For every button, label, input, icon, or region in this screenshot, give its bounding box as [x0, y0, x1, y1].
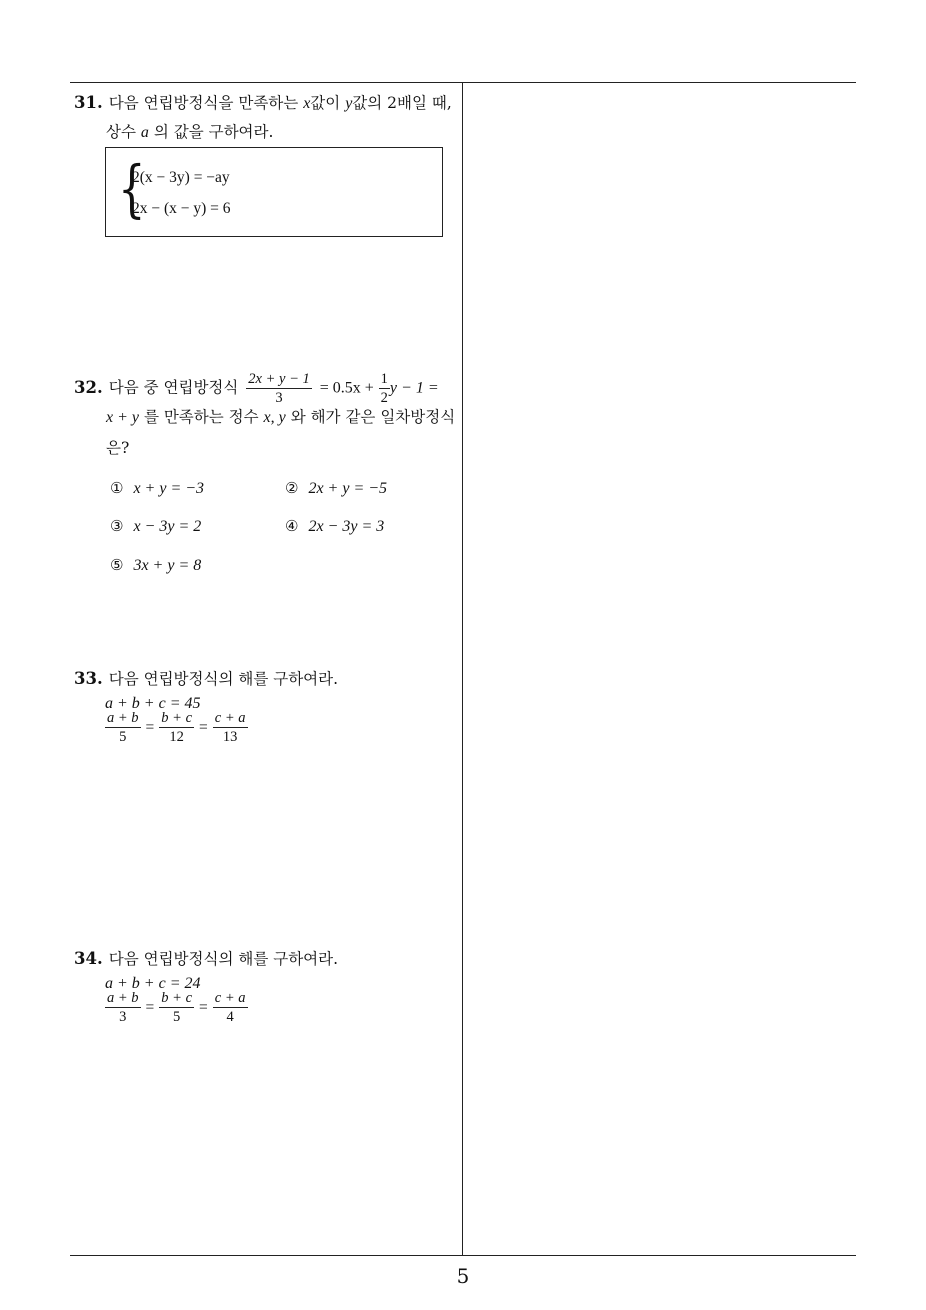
- fraction: [379, 370, 390, 407]
- fraction-numerator: b + c: [161, 710, 193, 726]
- fraction: [213, 989, 248, 1026]
- fraction-numerator: a + b: [107, 710, 139, 726]
- choice-equation: 2x + y = −5: [308, 480, 388, 497]
- bottom-rule: [70, 1255, 856, 1256]
- question-31: [74, 88, 458, 147]
- choice-5[interactable]: [110, 556, 201, 575]
- equation-part: y − 1 =: [389, 379, 439, 397]
- fraction-numerator: c + a: [214, 710, 246, 726]
- question-text: 와 해가 같은 일차방정식: [290, 408, 456, 426]
- fraction-denominator: 4: [226, 1009, 234, 1025]
- equals-sign: =: [145, 718, 155, 736]
- fraction: [105, 709, 141, 746]
- choice-marker: ①: [110, 479, 124, 497]
- equals-sign: =: [199, 998, 208, 1016]
- question-number: 34.: [74, 949, 103, 968]
- question-text: 다음 중 연립방정식: [108, 378, 239, 397]
- equation-1: a + b + c = 24: [105, 975, 201, 992]
- choice-3[interactable]: [110, 517, 201, 536]
- choice-2[interactable]: [285, 479, 387, 498]
- left-brace-icon: {: [118, 152, 146, 225]
- top-rule: [70, 82, 856, 83]
- equation-2: [105, 989, 251, 1026]
- question-34: [74, 944, 458, 974]
- fraction: [213, 709, 248, 746]
- equation-part: = 0.5x +: [319, 379, 374, 397]
- equation-box: [105, 147, 443, 237]
- choice-equation: 3x + y = 8: [133, 557, 202, 574]
- choice-marker: ③: [110, 517, 124, 535]
- variables: x, y: [263, 409, 286, 426]
- question-text: 은?: [106, 439, 130, 457]
- choice-equation: 2x − 3y = 3: [308, 518, 385, 535]
- choice-marker: ⑤: [110, 556, 124, 574]
- fraction-numerator: 2x + y − 1: [248, 371, 310, 387]
- question-text: 상수: [106, 123, 136, 141]
- choice-equation: x − 3y = 2: [133, 518, 202, 535]
- column-divider: [462, 82, 463, 1256]
- choice-equation: x + y = −3: [133, 480, 205, 497]
- fraction: [159, 989, 194, 1026]
- equals-sign: =: [199, 718, 208, 736]
- fraction-numerator: 1: [380, 371, 388, 387]
- question-32: [74, 370, 458, 463]
- equation-1: 2(x − 3y) = −ay: [132, 169, 230, 186]
- question-number: 32.: [74, 377, 103, 397]
- fraction: [246, 370, 311, 407]
- fraction-denominator: 13: [222, 729, 238, 745]
- question-text: 값이: [310, 94, 341, 112]
- fraction-numerator: a + b: [107, 990, 139, 1006]
- equation-2: [105, 709, 251, 746]
- question-text: 값의 2배일 때,: [352, 94, 452, 112]
- question-text: 다음 연립방정식을 만족하는: [108, 94, 299, 112]
- equation-part: x + y: [106, 409, 139, 426]
- fraction-denominator: 5: [119, 729, 127, 745]
- fraction: [105, 989, 141, 1026]
- fraction-denominator: 3: [275, 390, 283, 406]
- fraction-denominator: 12: [169, 729, 184, 745]
- question-number: 33.: [74, 669, 103, 688]
- fraction-numerator: b + c: [161, 990, 193, 1006]
- question-33: [74, 664, 458, 694]
- choice-4[interactable]: [285, 517, 384, 536]
- question-text: 다음 연립방정식의 해를 구하여라.: [108, 670, 339, 688]
- question-number: 31.: [74, 93, 103, 112]
- page-number: 5: [456, 1264, 470, 1288]
- equation-2: 2x − (x − y) = 6: [132, 200, 231, 217]
- equation-1: a + b + c = 45: [105, 695, 201, 712]
- equals-sign: =: [145, 998, 155, 1016]
- choice-1[interactable]: [110, 479, 204, 498]
- var-x: x: [303, 95, 311, 112]
- choice-marker: ②: [285, 479, 299, 497]
- fraction-denominator: 3: [119, 1009, 127, 1025]
- question-text: 를 만족하는 정수: [143, 408, 259, 426]
- fraction-denominator: 5: [173, 1009, 181, 1025]
- fraction-denominator: 2: [380, 390, 388, 406]
- fraction-numerator: c + a: [214, 990, 246, 1006]
- fraction: [159, 709, 194, 746]
- var-a: a: [140, 124, 149, 141]
- question-text: 다음 연립방정식의 해를 구하여라.: [108, 950, 339, 968]
- choice-marker: ④: [285, 517, 299, 535]
- question-text: 의 값을 구하여라.: [153, 123, 274, 141]
- var-y: y: [345, 95, 353, 112]
